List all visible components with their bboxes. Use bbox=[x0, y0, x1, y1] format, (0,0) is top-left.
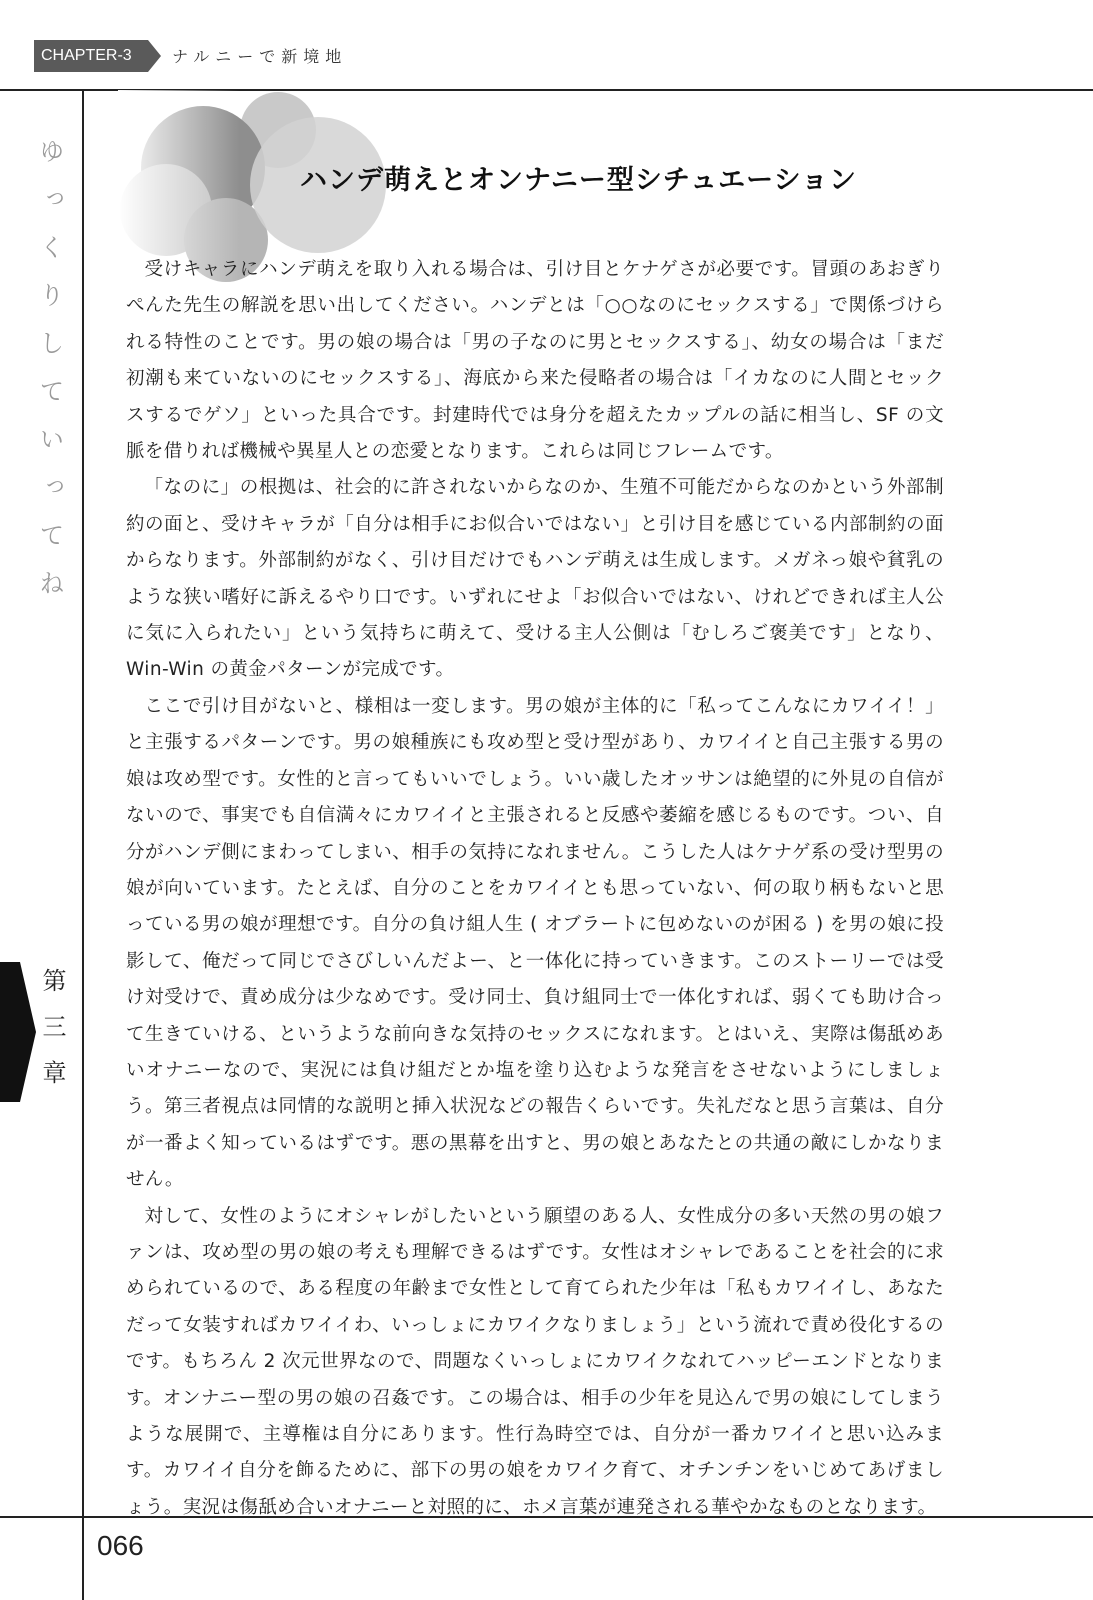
chapter-marker: 第三章 bbox=[38, 968, 66, 1106]
margin-divider bbox=[82, 89, 84, 1600]
paragraph: 受けキャラにハンデ萌えを取り入れる場合は、引け目とケナゲさが必要です。冒頭のあおぎりぺんた先生の解説を思い出してください。ハンデとは「○○なのにセックスする」で関係づけられる特性のことです。男の娘の場合は「男の子なのに男とセックスする」、幼女の場合は「まだ初潮も来ていないのにセックスする」、海底から来た侵略者の場合は「イカなのに人間とセックスするでゲソ」といった具合です。封建時代では身分を超えたカップルの話に相当し、SF の文脈を借りれば機械や異星人との恋愛となります。これらは同じフレームです。 bbox=[126, 259, 944, 463]
chapter-title: ナルニーで新境地 bbox=[172, 47, 348, 66]
chapter-arrow-icon bbox=[148, 40, 161, 72]
section-title: ハンデ萌えとオンナニー型シチュエーション bbox=[300, 165, 858, 196]
page-number: 066 bbox=[97, 1530, 144, 1561]
paragraph: ここで引け目がないと、様相は一変します。男の娘が主体的に「私ってこんなにカワイイ！」と主張するパターンです。男の娘種族にも攻め型と受け型があり、カワイイと自己主張する男の娘は攻め型です。女性的と言ってもいいでしょう。いい歳したオッサンは絶望的に外見の自信がないので、事実でも自信満々にカワイイと主張されると反感や萎縮を感じるものです。つい、自分がハンデ側にまわってしまい、相手の気持になれません。こうした人はケナゲ系の受け型男の娘が向いています。たとえば、自分のことをカワイイとも思っていない、何の取り柄もないと思っている男の娘が理想です。自分の負け組人生 ( オブラートに包めないのが困る ) を男の娘に投影して、俺だって同じでさびしいんだよー、と一体化に持っていきます。このストーリーでは受け対受けで、責め成分は少なめです。受け同士、負け組同士で一体化すれば、弱くても助け合って生きていける、というような前向きな気持のセックスになれます。とはいえ、実際は傷舐めあいオナニーなので、実況には負け組だとか塩を塗り込むような発言をさせないようにしましょう。第三者視点は同情的な説明と挿入状況などの報告くらいです。失礼だなと思う言葉は、自分が一番よく知っているはずです。悪の黒幕を出すと、男の娘とあなたとの共通の敵にしかなりません。 bbox=[126, 695, 944, 1191]
paragraph: 対して、女性のようにオシャレがしたいという願望のある人、女性成分の多い天然の男の娘ファンは、攻め型の男の娘の考えも理解できるはずです。女性はオシャレであることを社会的に求められているので、ある程度の年齢まで女性として育てられた少年は「私もカワイイし、あなただって女装すればカワイイわ、いっしょにカワイクなりましょう」という流れで責め役化するのです。もちろん 2 次元世界なので、問題なくいっしょにカワイクなれてハッピーエンドとなります。オンナニー型の男の娘の召姦です。この場合は、相手の少年を見込んで男の娘にしてしまうような展開で、主導権は自分にあります。性行為時空では、自分が一番カワイイと思い込みます。カワイイ自分を飾るために、部下の男の娘をカワイク育て、オチンチンをいじめてあげましょう。実況は傷舐め合いオナニーと対照的に、ホメ言葉が連発される華やかなものとなります。 bbox=[126, 1205, 944, 1518]
paragraph: 「なのに」の根拠は、社会的に許されないからなのか、生殖不可能だからなのかという外部制約の面と、受けキャラが「自分は相手にお似合いではない」と引け目を感じている内部制約の面からなります。外部制約がなく、引け目だけでもハンデ萌えは生成します。メガネっ娘や貧乳のような狭い嗜好に訴えるやり口です。いずれにせよ「お似合いではない、けれどできれば主人公に気に入られたい」という気持ちに萌えて、受ける主人公側は「むしろご褒美です」となり、Win-Win の黄金パターンが完成です。 bbox=[126, 477, 944, 681]
side-vertical-text: ゆっくりしていってね bbox=[36, 138, 65, 618]
body-text bbox=[126, 252, 944, 1526]
chapter-label: CHAPTER-3 bbox=[34, 40, 148, 72]
